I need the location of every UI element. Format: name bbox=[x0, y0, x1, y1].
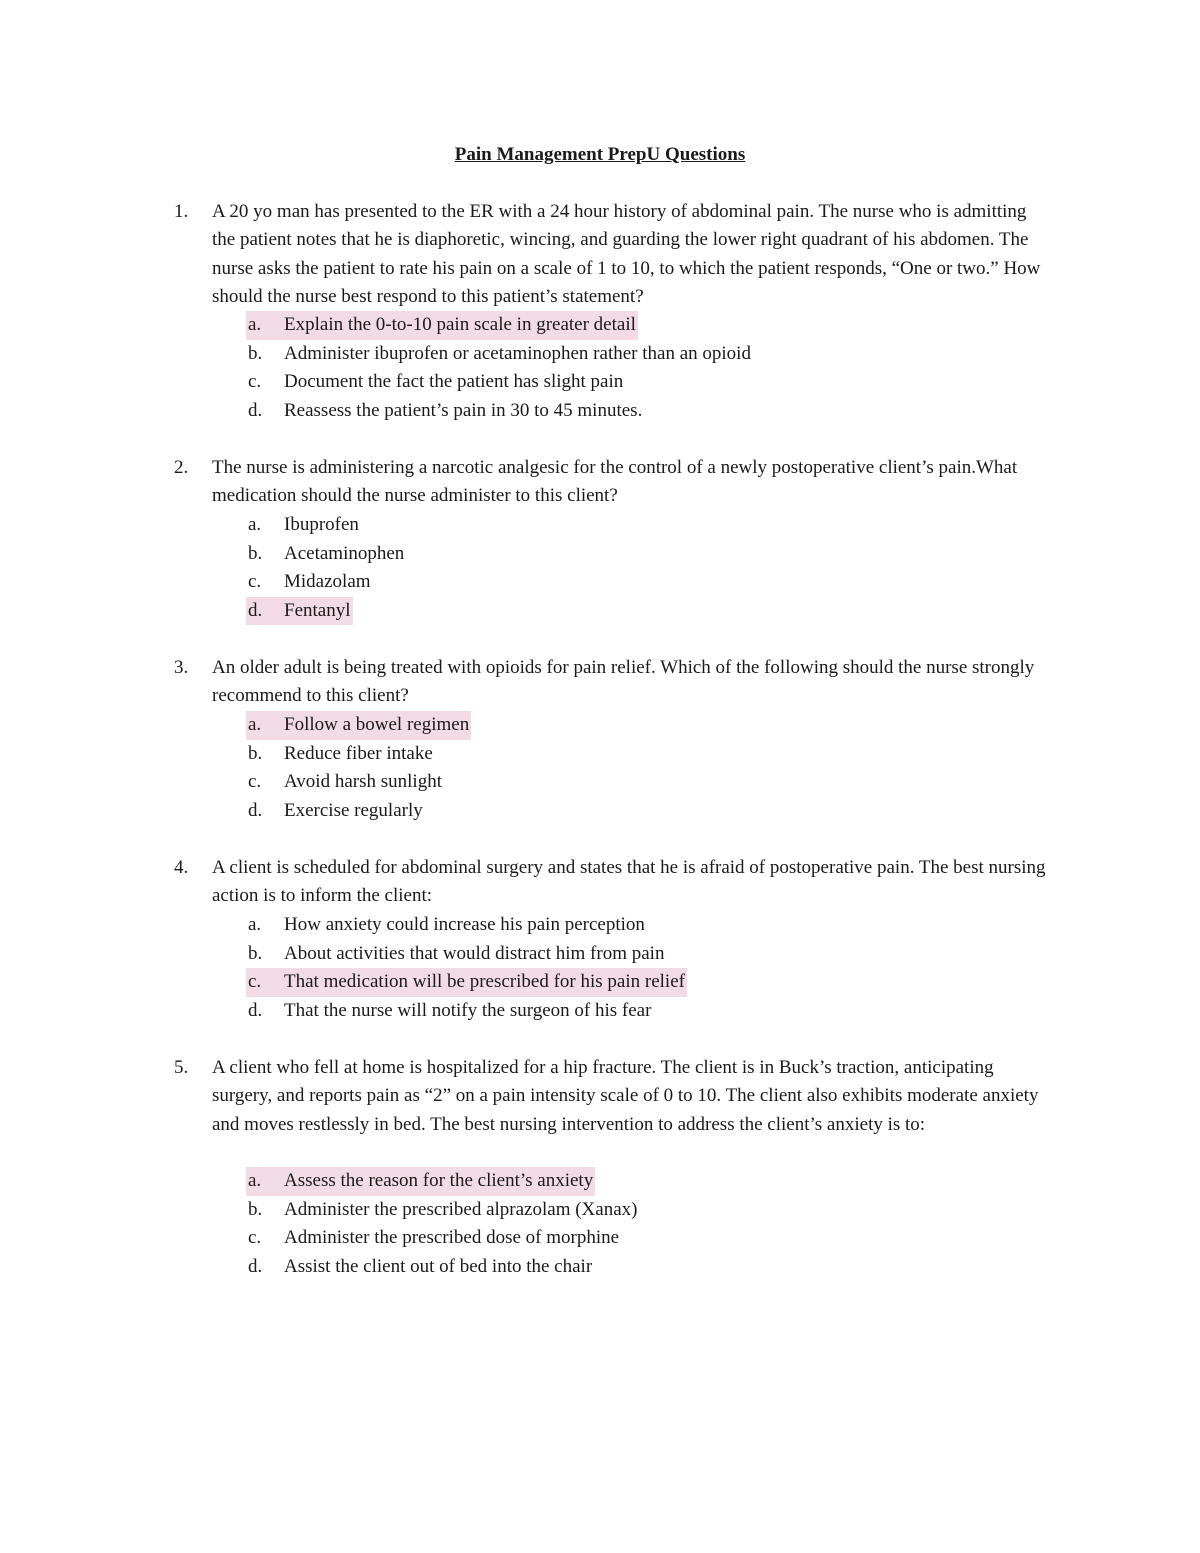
answer-option-a bbox=[246, 311, 753, 340]
answer-option-d bbox=[246, 1253, 639, 1282]
answer-option-a bbox=[246, 1167, 639, 1196]
option-letter: c. bbox=[248, 1227, 262, 1249]
question-number: 4. bbox=[174, 857, 189, 878]
answer-options bbox=[246, 911, 687, 1025]
option-letter: a. bbox=[248, 514, 262, 535]
answer-option-a bbox=[246, 511, 406, 540]
answer-option-b bbox=[246, 1196, 639, 1225]
question-text: An older adult is being treated with opioids for pain relief. Which of the following should the nurse strongly recommend to this client? bbox=[212, 657, 1035, 707]
answer-option-c bbox=[246, 568, 406, 597]
option-text: Administer the prescribed dose of morphine bbox=[284, 1227, 620, 1249]
option-text: Administer the prescribed alprazolam (Xanax) bbox=[284, 1198, 638, 1220]
option-letter: a. bbox=[248, 914, 262, 935]
option-text: About activities that would distract him from pain bbox=[284, 942, 665, 964]
answer-option-b bbox=[246, 940, 687, 969]
answer-option-c bbox=[246, 968, 687, 997]
option-text: Explain the 0-to-10 pain scale in greater detail bbox=[284, 314, 636, 335]
option-letter: b. bbox=[248, 1198, 263, 1220]
answer-options bbox=[246, 511, 406, 625]
option-text: Document the fact the patient has slight pain bbox=[284, 371, 624, 393]
option-text: How anxiety could increase his pain perception bbox=[284, 914, 645, 935]
option-letter: a. bbox=[248, 714, 262, 735]
option-text: Acetaminophen bbox=[284, 542, 405, 564]
answer-options bbox=[246, 1167, 639, 1281]
option-text: Midazolam bbox=[284, 571, 371, 593]
option-letter: d. bbox=[248, 1255, 263, 1277]
option-letter: d. bbox=[248, 799, 263, 821]
option-letter: c. bbox=[248, 771, 262, 793]
option-text: Follow a bowel regimen bbox=[284, 714, 470, 735]
answer-option-b bbox=[246, 740, 471, 769]
answer-option-b bbox=[246, 540, 406, 569]
option-letter: a. bbox=[248, 314, 262, 335]
option-text: Exercise regularly bbox=[284, 799, 423, 821]
question-text: A client who fell at home is hospitalized for a hip fracture. The client is in Buck’s traction, anticipating surgery, and reports pain as “2” on a pain intensity scale of 0 to 10. The client also exhibits moderate anxiety and moves restlessly in bed. The best nursing intervention to address the client’s anxiety is to: bbox=[212, 1057, 1039, 1135]
option-letter: d. bbox=[248, 999, 263, 1021]
question-number: 1. bbox=[174, 201, 189, 222]
option-text: Assist the client out of bed into the chair bbox=[284, 1255, 593, 1277]
option-text: Reassess the patient’s pain in 30 to 45 minutes. bbox=[284, 399, 643, 421]
answer-option-c bbox=[246, 368, 753, 397]
option-text: Assess the reason for the client’s anxiety bbox=[284, 1170, 594, 1191]
option-text: Avoid harsh sunlight bbox=[284, 771, 442, 793]
answer-option-d bbox=[246, 397, 753, 426]
answer-options bbox=[246, 711, 471, 825]
answer-option-c bbox=[246, 768, 471, 797]
option-letter: d. bbox=[248, 399, 263, 421]
question-number: 3. bbox=[174, 657, 189, 678]
question-number: 2. bbox=[174, 457, 189, 478]
option-text: That medication will be prescribed for his pain relief bbox=[284, 971, 685, 993]
option-letter: c. bbox=[248, 371, 262, 393]
question-text: A 20 yo man has presented to the ER with a 24 hour history of abdominal pain. The nurse who is admitting the patient notes that he is diaphoretic, wincing, and guarding the lower right quadrant of his abdomen. The nurse asks the patient to rate his pain on a scale of 1 to 10, to which the patient responds, “One or two.” How should the nurse best respond to this patient’s statement? bbox=[212, 201, 1041, 308]
option-text: Administer ibuprofen or acetaminophen rather than an opioid bbox=[284, 342, 751, 364]
answer-option-d bbox=[246, 997, 687, 1026]
option-letter: b. bbox=[248, 942, 263, 964]
option-letter: b. bbox=[248, 742, 263, 764]
option-text: That the nurse will notify the surgeon of his fear bbox=[284, 999, 652, 1021]
option-letter: b. bbox=[248, 342, 263, 364]
option-letter: c. bbox=[248, 571, 262, 593]
option-text: Reduce fiber intake bbox=[284, 742, 433, 764]
answer-option-a bbox=[246, 911, 687, 940]
answer-option-d bbox=[246, 797, 471, 826]
option-letter: b. bbox=[248, 542, 263, 564]
option-letter: c. bbox=[248, 971, 262, 993]
answer-option-d bbox=[246, 597, 406, 626]
option-text: Ibuprofen bbox=[284, 514, 359, 535]
question-text: The nurse is administering a narcotic analgesic for the control of a newly postoperative client’s pain.What medication should the nurse administer to this client? bbox=[212, 457, 1018, 507]
question-text: A client is scheduled for abdominal surgery and states that he is afraid of postoperative pain. The best nursing action is to inform the client: bbox=[212, 857, 1046, 907]
answer-options bbox=[246, 311, 753, 425]
answer-option-b bbox=[246, 340, 753, 369]
option-letter: d. bbox=[248, 599, 263, 621]
question-number: 5. bbox=[174, 1057, 189, 1078]
option-letter: a. bbox=[248, 1170, 262, 1191]
option-text: Fentanyl bbox=[284, 599, 351, 621]
answer-option-a bbox=[246, 711, 471, 740]
answer-option-c bbox=[246, 1224, 639, 1253]
page-title: Pain Management PrepU Questions bbox=[454, 144, 746, 165]
